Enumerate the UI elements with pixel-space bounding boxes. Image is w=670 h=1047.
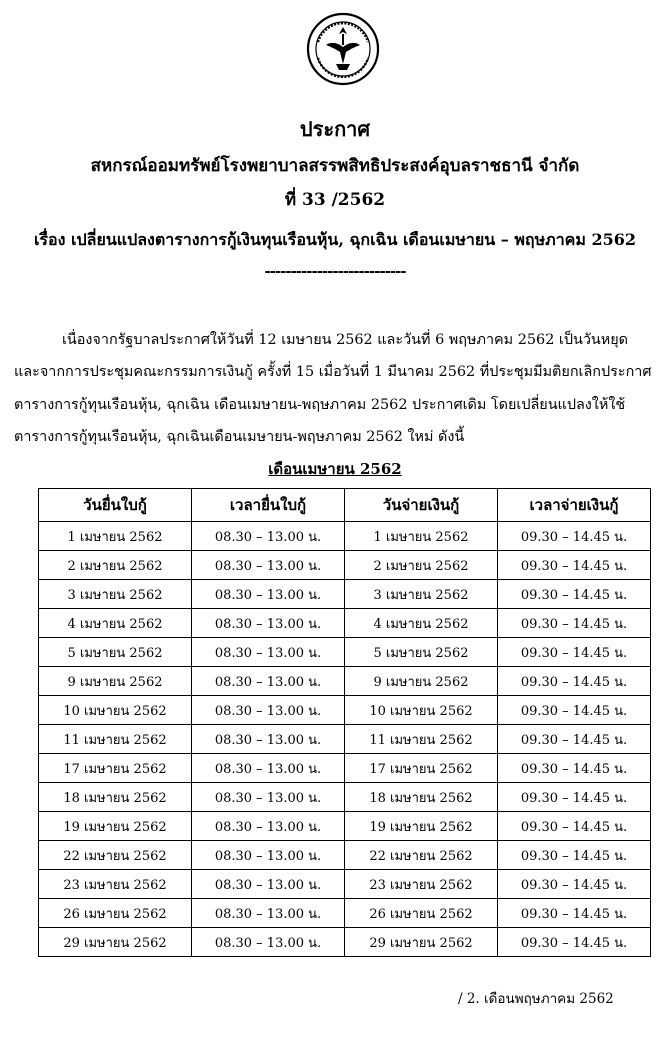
submit-date-cell: 3 เมษายน 2562 — [39, 580, 192, 609]
column-header-submit-date: วันยื่นใบกู้ — [39, 489, 192, 522]
submit-time-cell: 08.30 – 13.00 น. — [192, 667, 345, 696]
payout-date-cell: 19 เมษายน 2562 — [345, 812, 498, 841]
table-row — [39, 551, 651, 580]
submit-date-cell: 10 เมษายน 2562 — [39, 696, 192, 725]
column-header-payout-time: เวลาจ่ายเงินกู้ — [498, 489, 651, 522]
announcement-subject: เรื่อง เปลี่ยนแปลงตารางการกู้เงินทุนเรือนหุ้น, ฉุกเฉิน เดือนเมษายน – พฤษภาคม 2562 — [33, 230, 637, 249]
announcement-title: ประกาศ — [299, 117, 371, 141]
payout-date-cell: 18 เมษายน 2562 — [345, 783, 498, 812]
table-row — [39, 696, 651, 725]
submit-time-cell: 08.30 – 13.00 น. — [192, 551, 345, 580]
submit-date-cell: 9 เมษายน 2562 — [39, 667, 192, 696]
table-row — [39, 928, 651, 957]
payout-date-cell: 4 เมษายน 2562 — [345, 609, 498, 638]
payout-time-cell: 09.30 – 14.45 น. — [498, 754, 651, 783]
cooperative-seal-icon — [306, 12, 380, 86]
table-row — [39, 667, 651, 696]
payout-time-cell: 09.30 – 14.45 น. — [498, 609, 651, 638]
payout-date-cell: 2 เมษายน 2562 — [345, 551, 498, 580]
table-row — [39, 580, 651, 609]
payout-time-cell: 09.30 – 14.45 น. — [498, 638, 651, 667]
submit-date-cell: 1 เมษายน 2562 — [39, 522, 192, 551]
table-row — [39, 638, 651, 667]
submit-time-cell: 08.30 – 13.00 น. — [192, 609, 345, 638]
month-heading: เดือนเมษายน 2562 — [268, 460, 402, 478]
table-row — [39, 783, 651, 812]
submit-date-cell: 4 เมษายน 2562 — [39, 609, 192, 638]
payout-date-cell: 26 เมษายน 2562 — [345, 899, 498, 928]
payout-time-cell: 09.30 – 14.45 น. — [498, 522, 651, 551]
payout-date-cell: 3 เมษายน 2562 — [345, 580, 498, 609]
payout-time-cell: 09.30 – 14.45 น. — [498, 725, 651, 754]
payout-time-cell: 09.30 – 14.45 น. — [498, 841, 651, 870]
submit-time-cell: 08.30 – 13.00 น. — [192, 580, 345, 609]
payout-time-cell: 09.30 – 14.45 น. — [498, 899, 651, 928]
table-row — [39, 812, 651, 841]
announcement-number: ที่ 33 /2562 — [284, 190, 386, 210]
submit-date-cell: 23 เมษายน 2562 — [39, 870, 192, 899]
body-line-3: ตารางการกู้ทุนเรือนหุ้น, ฉุกเฉิน เดือนเมษายน-พฤษภาคม 2562 ประกาศเดิม โดยเปลี่ยนแปลงให้ใช้ — [14, 397, 626, 413]
submit-date-cell: 22 เมษายน 2562 — [39, 841, 192, 870]
submit-time-cell: 08.30 – 13.00 น. — [192, 870, 345, 899]
submit-time-cell: 08.30 – 13.00 น. — [192, 638, 345, 667]
column-header-payout-date: วันจ่ายเงินกู้ — [345, 489, 498, 522]
submit-date-cell: 11 เมษายน 2562 — [39, 725, 192, 754]
payout-date-cell: 22 เมษายน 2562 — [345, 841, 498, 870]
payout-date-cell: 23 เมษายน 2562 — [345, 870, 498, 899]
submit-date-cell: 18 เมษายน 2562 — [39, 783, 192, 812]
body-line-2: และจากการประชุมคณะกรรมการเงินกู้ ครั้งที่ 15 เมื่อวันที่ 1 มีนาคม 2562 ที่ประชุมมีมติยกเลิกประกาศ — [14, 364, 652, 380]
divider-line: --------------------------- — [264, 262, 406, 280]
submit-time-cell: 08.30 – 13.00 น. — [192, 783, 345, 812]
table-row — [39, 870, 651, 899]
submit-time-cell: 08.30 – 13.00 น. — [192, 725, 345, 754]
payout-date-cell: 1 เมษายน 2562 — [345, 522, 498, 551]
table-row — [39, 899, 651, 928]
submit-date-cell: 5 เมษายน 2562 — [39, 638, 192, 667]
organization-name: สหกรณ์ออมทรัพย์โรงพยาบาลสรรพสิทธิประสงค์อุบลราชธานี จำกัด — [90, 156, 580, 176]
submit-time-cell: 08.30 – 13.00 น. — [192, 696, 345, 725]
submit-time-cell: 08.30 – 13.00 น. — [192, 522, 345, 551]
continuation-note: / 2. เดือนพฤษภาคม 2562 — [458, 991, 614, 1007]
payout-time-cell: 09.30 – 14.45 น. — [498, 812, 651, 841]
submit-time-cell: 08.30 – 13.00 น. — [192, 754, 345, 783]
payout-time-cell: 09.30 – 14.45 น. — [498, 696, 651, 725]
table-row — [39, 609, 651, 638]
payout-date-cell: 5 เมษายน 2562 — [345, 638, 498, 667]
submit-time-cell: 08.30 – 13.00 น. — [192, 841, 345, 870]
submit-date-cell: 17 เมษายน 2562 — [39, 754, 192, 783]
submit-date-cell: 19 เมษายน 2562 — [39, 812, 192, 841]
payout-date-cell: 10 เมษายน 2562 — [345, 696, 498, 725]
payout-time-cell: 09.30 – 14.45 น. — [498, 928, 651, 957]
submit-time-cell: 08.30 – 13.00 น. — [192, 812, 345, 841]
submit-time-cell: 08.30 – 13.00 น. — [192, 928, 345, 957]
table-row — [39, 725, 651, 754]
payout-date-cell: 9 เมษายน 2562 — [345, 667, 498, 696]
column-header-submit-time: เวลายื่นใบกู้ — [192, 489, 345, 522]
table-row — [39, 841, 651, 870]
payout-time-cell: 09.30 – 14.45 น. — [498, 551, 651, 580]
submit-time-cell: 08.30 – 13.00 น. — [192, 899, 345, 928]
body-line-4: ตารางการกู้ทุนเรือนหุ้น, ฉุกเฉินเดือนเมษายน-พฤษภาคม 2562 ใหม่ ดังนี้ — [14, 429, 465, 445]
body-line-1: เนื่องจากรัฐบาลประกาศให้วันที่ 12 เมษายน 2562 และวันที่ 6 พฤษภาคม 2562 เป็นวันหยุด — [62, 332, 629, 348]
submit-date-cell: 29 เมษายน 2562 — [39, 928, 192, 957]
payout-date-cell: 29 เมษายน 2562 — [345, 928, 498, 957]
table-row — [39, 754, 651, 783]
payout-date-cell: 17 เมษายน 2562 — [345, 754, 498, 783]
payout-time-cell: 09.30 – 14.45 น. — [498, 870, 651, 899]
table-header-row — [39, 489, 651, 522]
payout-time-cell: 09.30 – 14.45 น. — [498, 783, 651, 812]
submit-date-cell: 2 เมษายน 2562 — [39, 551, 192, 580]
payout-time-cell: 09.30 – 14.45 น. — [498, 580, 651, 609]
loan-schedule-table — [38, 488, 651, 957]
table-row — [39, 522, 651, 551]
submit-date-cell: 26 เมษายน 2562 — [39, 899, 192, 928]
payout-date-cell: 11 เมษายน 2562 — [345, 725, 498, 754]
payout-time-cell: 09.30 – 14.45 น. — [498, 667, 651, 696]
